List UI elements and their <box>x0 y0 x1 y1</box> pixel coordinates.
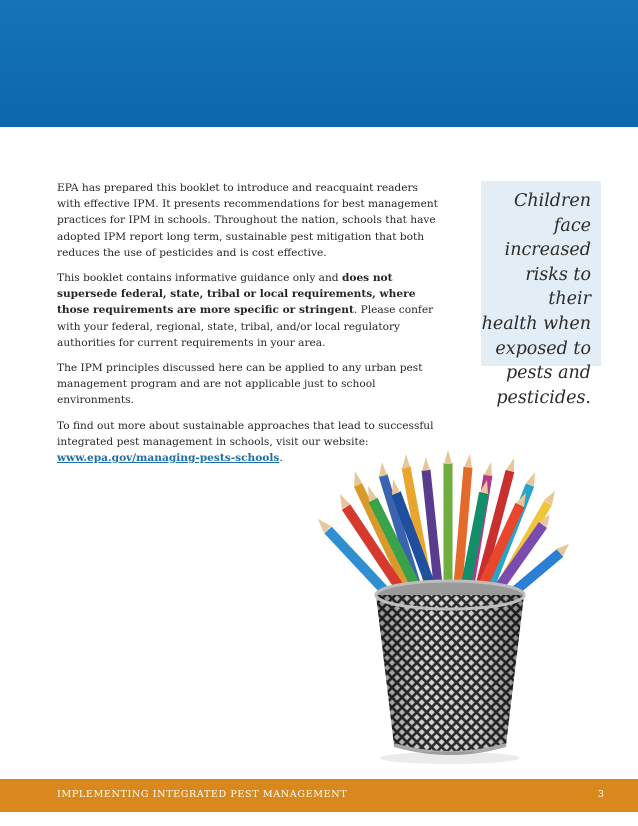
more-info-text: To find out more about sustainable approaches that lead to successful integrated pest management in schools, visit our website: <box>57 419 434 448</box>
pull-quote-line: risks to their <box>525 264 591 310</box>
header-band <box>0 0 638 127</box>
more-info-end: . <box>279 452 283 465</box>
pull-quote-line: pesticides. <box>496 387 591 408</box>
paragraph-guidance <box>57 270 439 351</box>
pencil-cup-photo <box>298 445 610 775</box>
pull-quote-line: Children face <box>513 191 591 236</box>
pull-quote-line: health when <box>481 313 591 334</box>
footer-title: IMPLEMENTING INTEGRATED PEST MANAGEMENT <box>57 789 348 800</box>
website-link[interactable]: www.epa.gov/managing-pests-schools <box>57 452 280 465</box>
footer-bar <box>0 779 638 812</box>
guidance-text: This booklet contains informative guidance only and <box>57 272 342 285</box>
pull-quote-box <box>481 181 601 408</box>
guidance-bold-text: does not supersede federal, state, tribal or local requirements, where those requirements are more specific or stringent <box>57 272 416 317</box>
intro-text <box>57 180 439 475</box>
page-number: 3 <box>597 789 604 800</box>
guidance-text-end: . Please confer with your federal, regional, state, tribal, and/or local regulatory authorities for current requirements in your area. <box>57 304 434 349</box>
mesh-cup <box>376 581 524 764</box>
paragraph-principles: The IPM principles discussed here can be applied to any urban pest management program and are not applicable just to school environments. <box>57 362 423 407</box>
pull-quote-text <box>481 189 591 410</box>
paragraph-intro: EPA has prepared this booklet to introduce and reacquaint readers with effective IPM. It presents recommendations for best management practices for IPM in schools. Throughout the nation, schools that have adopted IPM report long term, sustainable pest mitigation that both reduces the use of pesticides and is cost effective. <box>57 182 438 259</box>
pull-quote-line: pests and <box>505 363 591 384</box>
pull-quote-line: increased <box>504 240 591 261</box>
pull-quote-line: exposed to <box>495 338 591 359</box>
